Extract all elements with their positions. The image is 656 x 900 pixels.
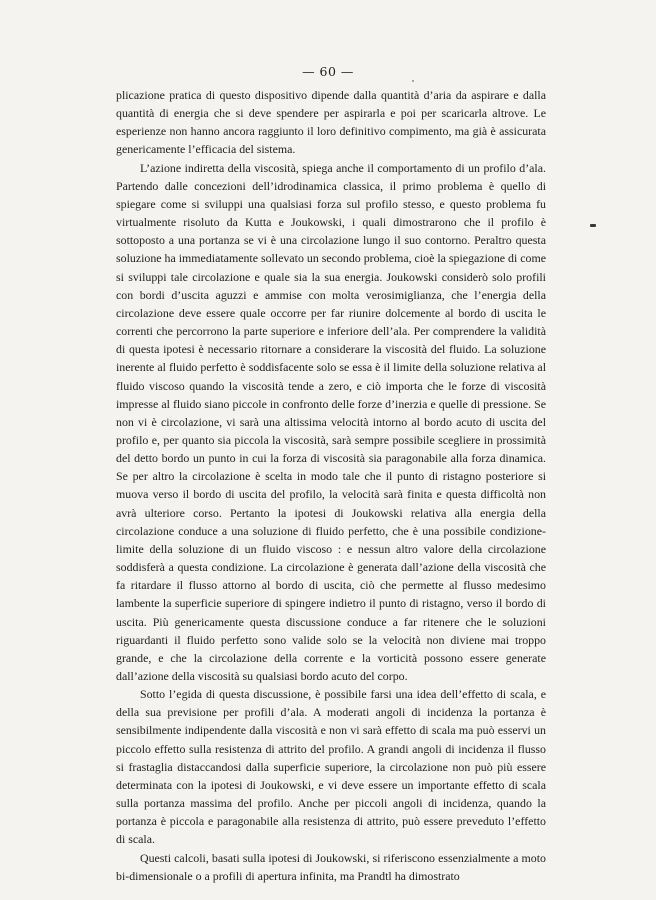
margin-mark	[590, 224, 596, 227]
paragraph-joukowski-calculations: Questi calcoli, basati sulla ipotesi di Joukowski, si riferiscono essenzialmente a moto bi-dimensionale o a profili di apertura infinita, ma Prandtl ha dimostrato	[116, 850, 546, 883]
body-text	[116, 86, 546, 885]
paragraph-scale-effect: Sotto l’egida di questa discussione, è possibile farsi una idea dell’effetto di scala, e della sua previsione per profili d’ala. A moderati angoli di incidenza la portanza è sensibilmente indipendente dalla viscosità e non vi sarà effetto di scala ma può esservi un piccolo effetto sulla resistenza di attrito del profilo. A grandi angoli di incidenza il flusso si frastaglia distaccandosi dalla superficie superiore, la circolazione non può più essere determinata con la ipotesi di Joukowski, e vi deve essere un importante effetto di scala sulla portanza massima del profilo. Anche per piccoli angoli di incidenza, quando la portanza è piccola e paragonabile alla resistenza di attrito, può essere preveduto l’effetto di scala.	[116, 687, 546, 847]
paragraph-continuation: plicazione pratica di questo dispositivo dipende dalla quantità d’aria da aspirare e dalla quantità di energia che si deve spendere per aspirarla e poi per scaricarla altrove. Le esperienze non hanno ancora raggiunto il loro definitivo compimento, ma già è assicurata genericamente l’efficacia del sistema.	[116, 88, 546, 157]
paragraph-viscosity-profile: L’azione indiretta della viscosità, spiega anche il comportamento di un profilo d’ala. Partendo dalle concezioni dell’idrodinamica classica, il primo problema è quello di spiegare come si sviluppi una qualsiasi forza sul profilo stesso, e questo problema fu virtualmente risoluto da Kutta e Joukowski, i quali dimostrarono che il profilo è sottoposto a una portanza se vi è una circolazione lungo il suo contorno. Peraltro questa soluzione ha immediatamente sollevato un secondo problema, cioè la spiegazione di come si sviluppi tale circolazione e quale sia la sua energia. Joukowski considerò solo profili con bordi d’uscita aguzzi e ammise con molta verosimiglianza, che l’energia della circolazione deve essere quale occorre per far riunire dolcemente al bordo di uscita le correnti che percorrono la parte superiore e inferiore dell’ala. Per comprendere la validità di questa ipotesi è necessario ritornare a considerare la viscosità del fluido. La soluzione inerente al fluido perfetto è soddisfacente solo se essa è il limite della soluzione relativa al fluido viscoso quando la viscosità tende a zero, e ciò importa che le forze di viscosità impresse al fluido siano piccole in confronto delle forze d’inerzia e quelle di pressione. Se non vi è circolazione, vi sarà una altissima velocità intorno al bordo acuto di uscita del profilo e, per quanto sia piccola la viscosità, sarà sempre possibile scegliere in prossimità del detto bordo un punto in cui la forza di viscosità sia paragonabile alla forza dinamica. Se per altro la circolazione è scelta in modo tale che il punto di ristagno posteriore si muova verso il bordo di uscita del profilo, la velocità sarà finita e questa difficoltà non avrà ulteriore corso. Pertanto la ipotesi di Joukowski relativa alla energia della circolazione conduce a una soluzione di fluido perfetto, che è una possibile condizione-limite della soluzione di un fluido viscoso : e nessun altro valore della circolazione soddisferà a questa condizione. La circolazione è generata dall’azione della viscosità che fa ritardare il flusso attorno al bordo di uscita, ciò che permette al flusso medesimo lambente la superficie superiore di spingere indietro il punto di ristagno, verso il bordo di uscita. Più genericamente questa discussione conduce a far ritenere che le soluzioni riguardanti il fluido perfetto sono valide solo se la velocità non diviene mai troppo grande, e che la circolazione della corrente e la vorticità possono essere generate dall’azione della viscosità su qualsiasi bordo acuto del corpo.	[116, 160, 546, 683]
ink-speck	[412, 80, 414, 82]
page-number: — 60 —	[302, 64, 354, 79]
